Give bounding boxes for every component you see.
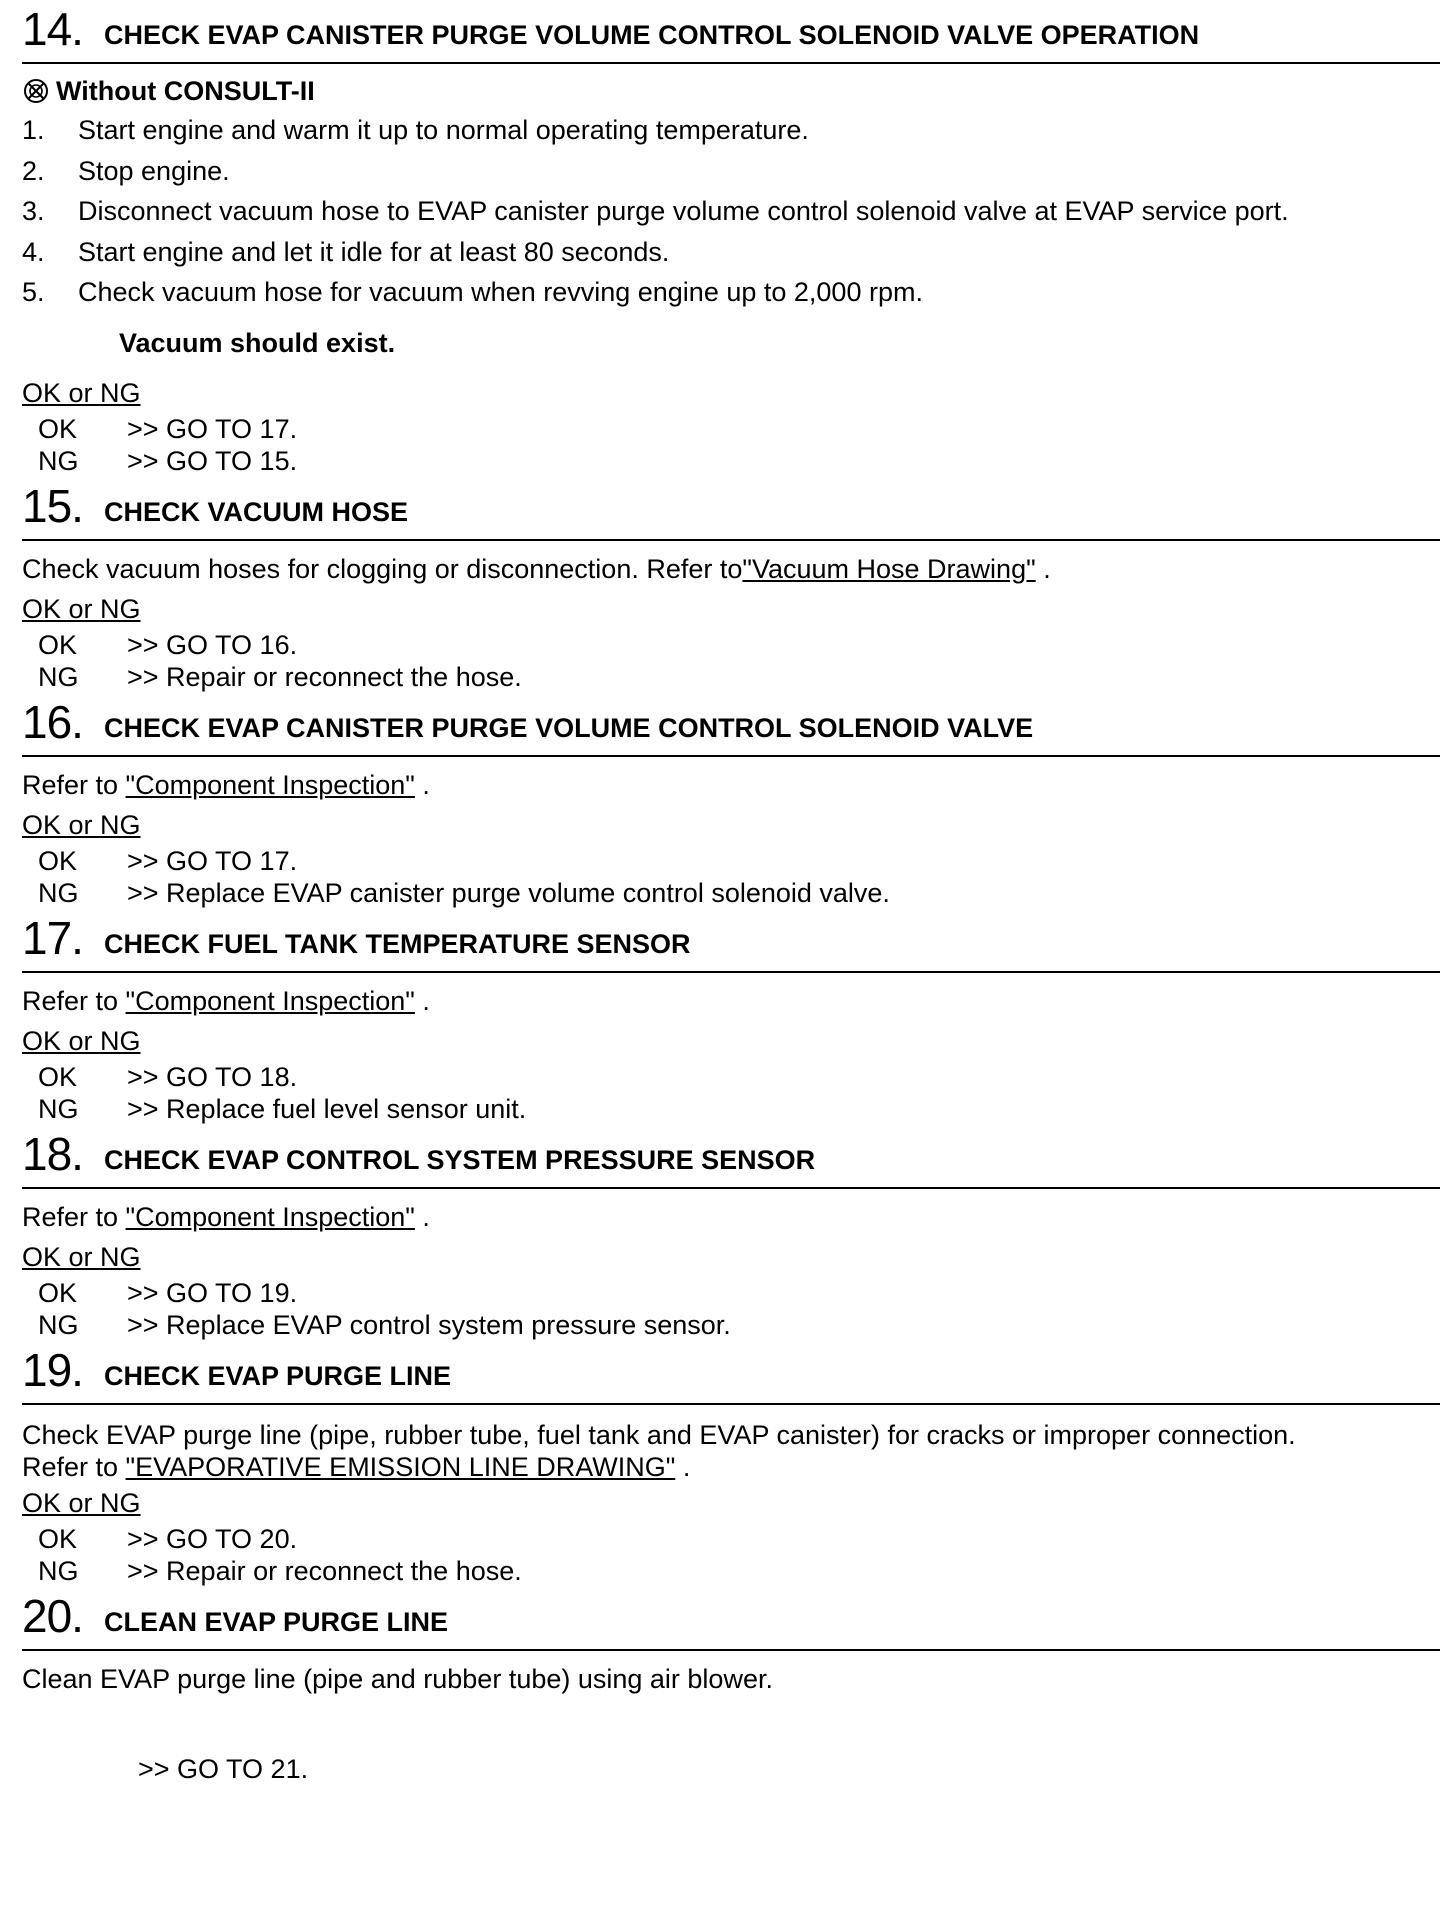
step-number: 17.	[22, 911, 83, 964]
list-item: 1. Start engine and warm it up to normal operating temperature.	[22, 115, 809, 145]
ng-result: NG >> Replace EVAP canister purge volume control solenoid valve.	[38, 877, 890, 908]
spec-text: Vacuum should exist.	[119, 327, 396, 358]
instruction-text-ref: Refer to "EVAPORATIVE EMISSION LINE DRAWING" .	[22, 1451, 691, 1482]
procedure-list	[22, 110, 1440, 313]
vacuum-hose-drawing-link[interactable]: "Vacuum Hose Drawing"	[742, 553, 1036, 584]
ng-result: NG >> GO TO 15.	[38, 445, 298, 476]
step-title: CHECK EVAP PURGE LINE	[104, 1360, 452, 1391]
ok-or-ng-label: OK or NG	[22, 377, 141, 408]
step-header	[22, 1125, 1440, 1189]
step-header	[22, 909, 1440, 973]
instruction-text: Clean EVAP purge line (pipe and rubber tube) using air blower.	[22, 1663, 773, 1694]
step-number: 19.	[22, 1343, 83, 1396]
step-number: 14.	[22, 3, 83, 55]
step-body	[22, 1405, 1440, 1587]
step-17	[22, 909, 1440, 1125]
instruction-text: Refer to "Component Inspection" .	[22, 1201, 430, 1232]
step-18	[22, 1125, 1440, 1341]
step-19	[22, 1341, 1440, 1587]
list-item: 4. Start engine and let it idle for at least 80 seconds.	[22, 236, 670, 267]
step-16	[22, 693, 1440, 909]
list-item: 2. Stop engine.	[22, 155, 230, 186]
step-number: 15.	[22, 479, 83, 532]
ok-result: OK >> GO TO 16.	[38, 629, 298, 660]
step-number: 20.	[22, 1589, 83, 1642]
step-header	[22, 0, 1440, 64]
ng-result: NG >> Replace EVAP control system pressure sensor.	[38, 1309, 731, 1340]
step-number: 16.	[22, 695, 83, 748]
instruction-text: Refer to "Component Inspection" .	[22, 769, 430, 800]
component-inspection-link[interactable]: "Component Inspection"	[125, 769, 415, 800]
component-inspection-link[interactable]: "Component Inspection"	[125, 985, 415, 1016]
step-body	[22, 757, 1440, 909]
instruction-text: Refer to "Component Inspection" .	[22, 985, 430, 1016]
no-consult-icon	[22, 77, 50, 105]
ng-result: NG >> Repair or reconnect the hose.	[38, 1555, 522, 1586]
step-header	[22, 1341, 1440, 1405]
list-item: 5. Check vacuum hose for vacuum when revving engine up to 2,000 rpm.	[22, 277, 923, 307]
step-14	[22, 0, 1440, 477]
step-title: CHECK FUEL TANK TEMPERATURE SENSOR	[104, 928, 691, 959]
instruction-text: Check EVAP purge line (pipe, rubber tube, fuel tank and EVAP canister) for cracks or improper connection.	[22, 1419, 1296, 1450]
list-item: 3. Disconnect vacuum hose to EVAP canister purge volume control solenoid valve at EVAP service port.	[22, 196, 1289, 226]
ok-or-ng-label: OK or NG	[22, 809, 141, 840]
step-header	[22, 477, 1440, 541]
step-body	[22, 973, 1440, 1125]
step-title: CHECK EVAP CANISTER PURGE VOLUME CONTROL SOLENOID VALVE OPERATION	[104, 20, 1200, 50]
step-body	[22, 541, 1440, 693]
ng-result: NG >> Repair or reconnect the hose.	[38, 661, 522, 692]
step-title: CLEAN EVAP PURGE LINE	[104, 1606, 449, 1637]
component-inspection-link[interactable]: "Component Inspection"	[125, 1201, 415, 1232]
subhead-text: Without CONSULT-II	[56, 76, 315, 106]
evaporative-emission-line-drawing-link[interactable]: "EVAPORATIVE EMISSION LINE DRAWING"	[125, 1451, 676, 1482]
step-title: CHECK EVAP CANISTER PURGE VOLUME CONTROL SOLENOID VALVE	[104, 712, 1034, 743]
step-title: CHECK VACUUM HOSE	[104, 496, 409, 527]
ok-result: OK >> GO TO 19.	[38, 1277, 298, 1308]
step-20	[22, 1587, 1440, 1789]
step-number: 18.	[22, 1127, 83, 1180]
ok-result: OK >> GO TO 18.	[38, 1061, 298, 1092]
step-body	[22, 1189, 1440, 1341]
ok-or-ng-label: OK or NG	[22, 1025, 141, 1056]
ng-result: NG >> Replace fuel level sensor unit.	[38, 1093, 527, 1124]
step-body	[22, 64, 1440, 477]
ok-result: OK >> GO TO 17.	[38, 413, 298, 444]
step-15	[22, 477, 1440, 693]
step-body	[22, 1651, 1440, 1789]
ok-result: OK >> GO TO 17.	[38, 845, 298, 876]
instruction-text: Check vacuum hoses for clogging or disconnection. Refer to"Vacuum Hose Drawing" .	[22, 553, 1051, 584]
ok-or-ng-label: OK or NG	[22, 593, 141, 624]
step-header	[22, 1587, 1440, 1651]
step-title: CHECK EVAP CONTROL SYSTEM PRESSURE SENSOR	[104, 1144, 816, 1175]
without-consult-subhead	[22, 72, 1440, 110]
ok-or-ng-label: OK or NG	[22, 1241, 141, 1272]
ok-or-ng-label: OK or NG	[22, 1487, 141, 1518]
result-text: >> GO TO 21.	[138, 1753, 309, 1784]
ok-result: OK >> GO TO 20.	[38, 1523, 298, 1554]
step-header	[22, 693, 1440, 757]
procedure-page	[22, 0, 1440, 1789]
